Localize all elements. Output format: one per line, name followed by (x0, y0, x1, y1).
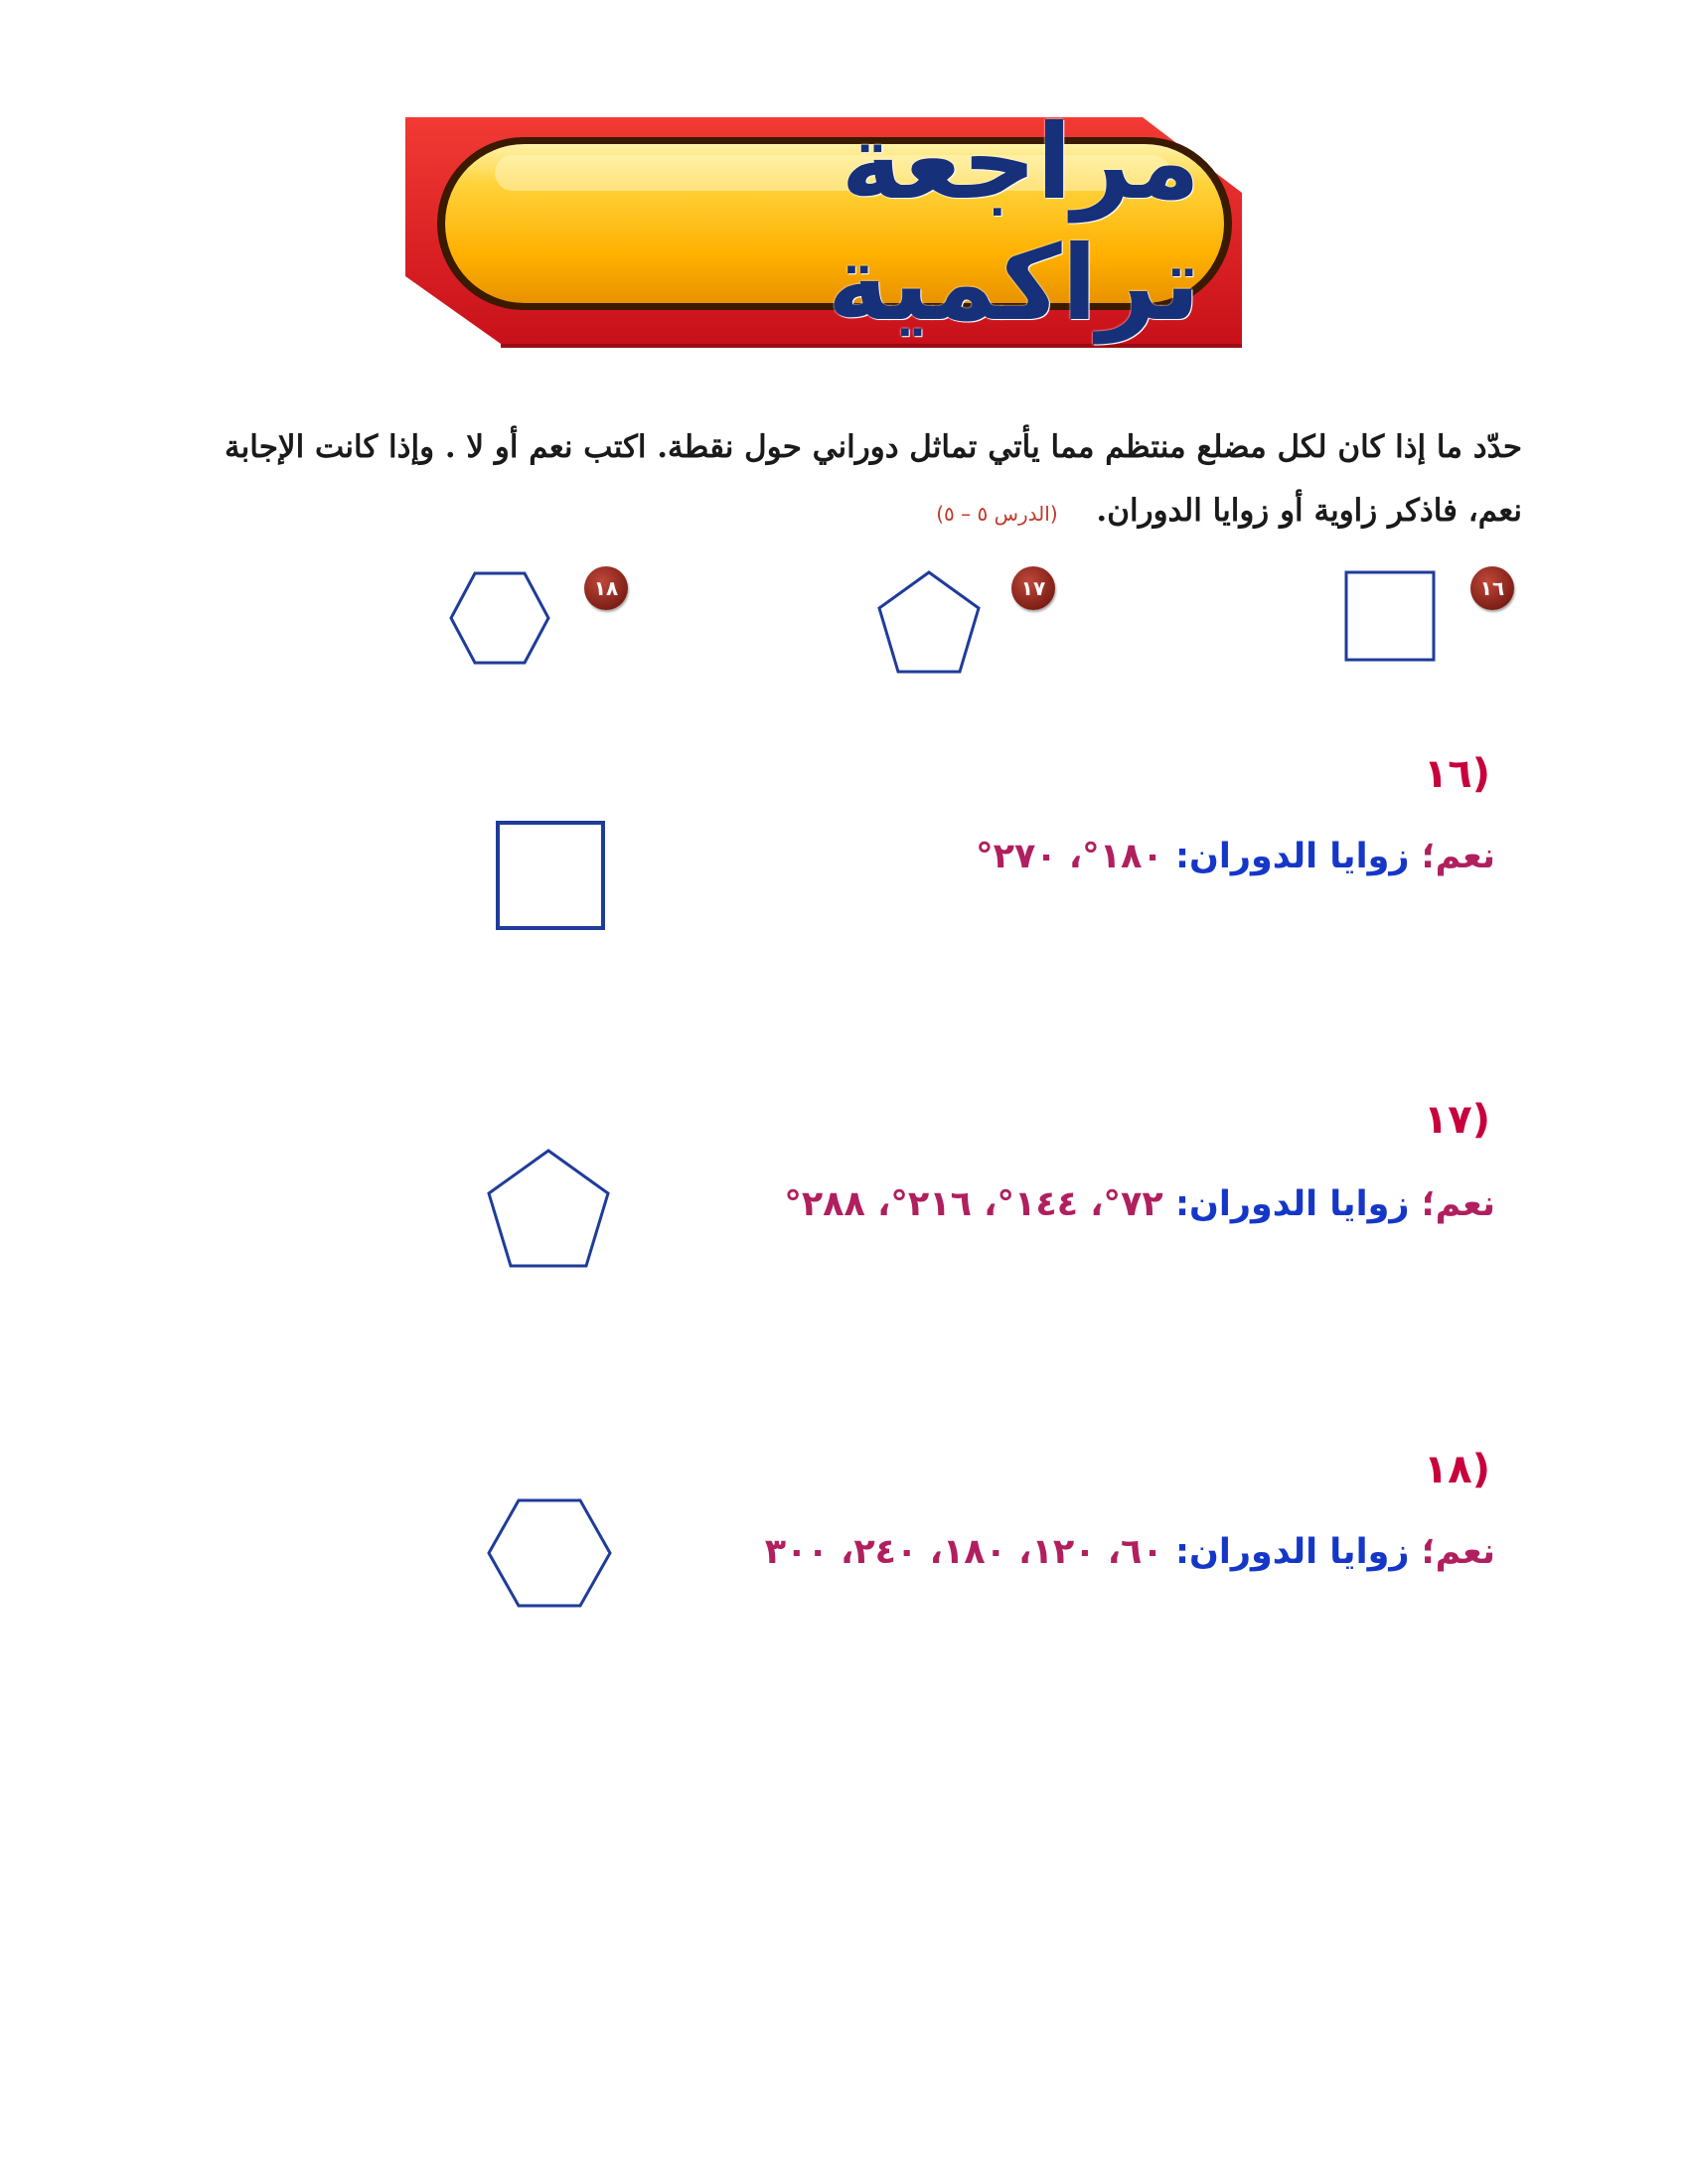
page-title: مراجعة تراكمية (827, 101, 1200, 344)
instructions-text: حدّد ما إذا كان لكل مضلع منتظم مما يأتي تماثل دوراني حول نقطة. اكتب نعم أو لا . وإذا كانت الإجابة نعم، فاذكر زاوية أو زوايا الدوران. (225, 429, 1522, 529)
square-icon (492, 817, 611, 936)
square-icon (1341, 566, 1441, 666)
answer-16-label: زوايا الدوران: (1174, 837, 1410, 876)
exercise-18-badge: ١٨ (584, 566, 628, 610)
answer-17-yes: نعم؛ (1421, 1184, 1495, 1224)
answer-18-number: (١٨ (1423, 1447, 1490, 1492)
answer-16-values: ١٨٠°، ٢٧٠° (976, 837, 1163, 876)
answer-16-yes: نعم؛ (1421, 837, 1495, 876)
pentagon-icon (481, 1145, 616, 1276)
answer-18-label: زوايا الدوران: (1174, 1532, 1410, 1572)
answer-17-label: زوايا الدوران: (1174, 1184, 1410, 1224)
answer-17-line (784, 1184, 1495, 1224)
answer-18-line (765, 1532, 1495, 1572)
title-banner (405, 101, 1262, 348)
hexagon-icon (483, 1494, 616, 1612)
answer-17-values: ٧٢°، ١٤٤°، ٢١٦°، ٢٨٨° (784, 1184, 1163, 1224)
pentagon-icon (869, 566, 989, 681)
instructions (171, 415, 1522, 546)
exercise-17-badge: ١٧ (1011, 566, 1055, 610)
answer-16-line (976, 837, 1495, 876)
lesson-reference: (الدرس ٥ – ٥) (936, 502, 1058, 526)
answer-18-values: ٦٠، ١٢٠، ١٨٠، ٢٤٠، ٣٠٠ (764, 1532, 1163, 1572)
answer-16-number: (١٦ (1423, 751, 1490, 797)
exercise-16-badge: ١٦ (1470, 566, 1514, 610)
hexagon-icon (445, 568, 554, 668)
answer-17-number: (١٧ (1423, 1097, 1490, 1143)
answer-18-yes: نعم؛ (1421, 1532, 1495, 1572)
